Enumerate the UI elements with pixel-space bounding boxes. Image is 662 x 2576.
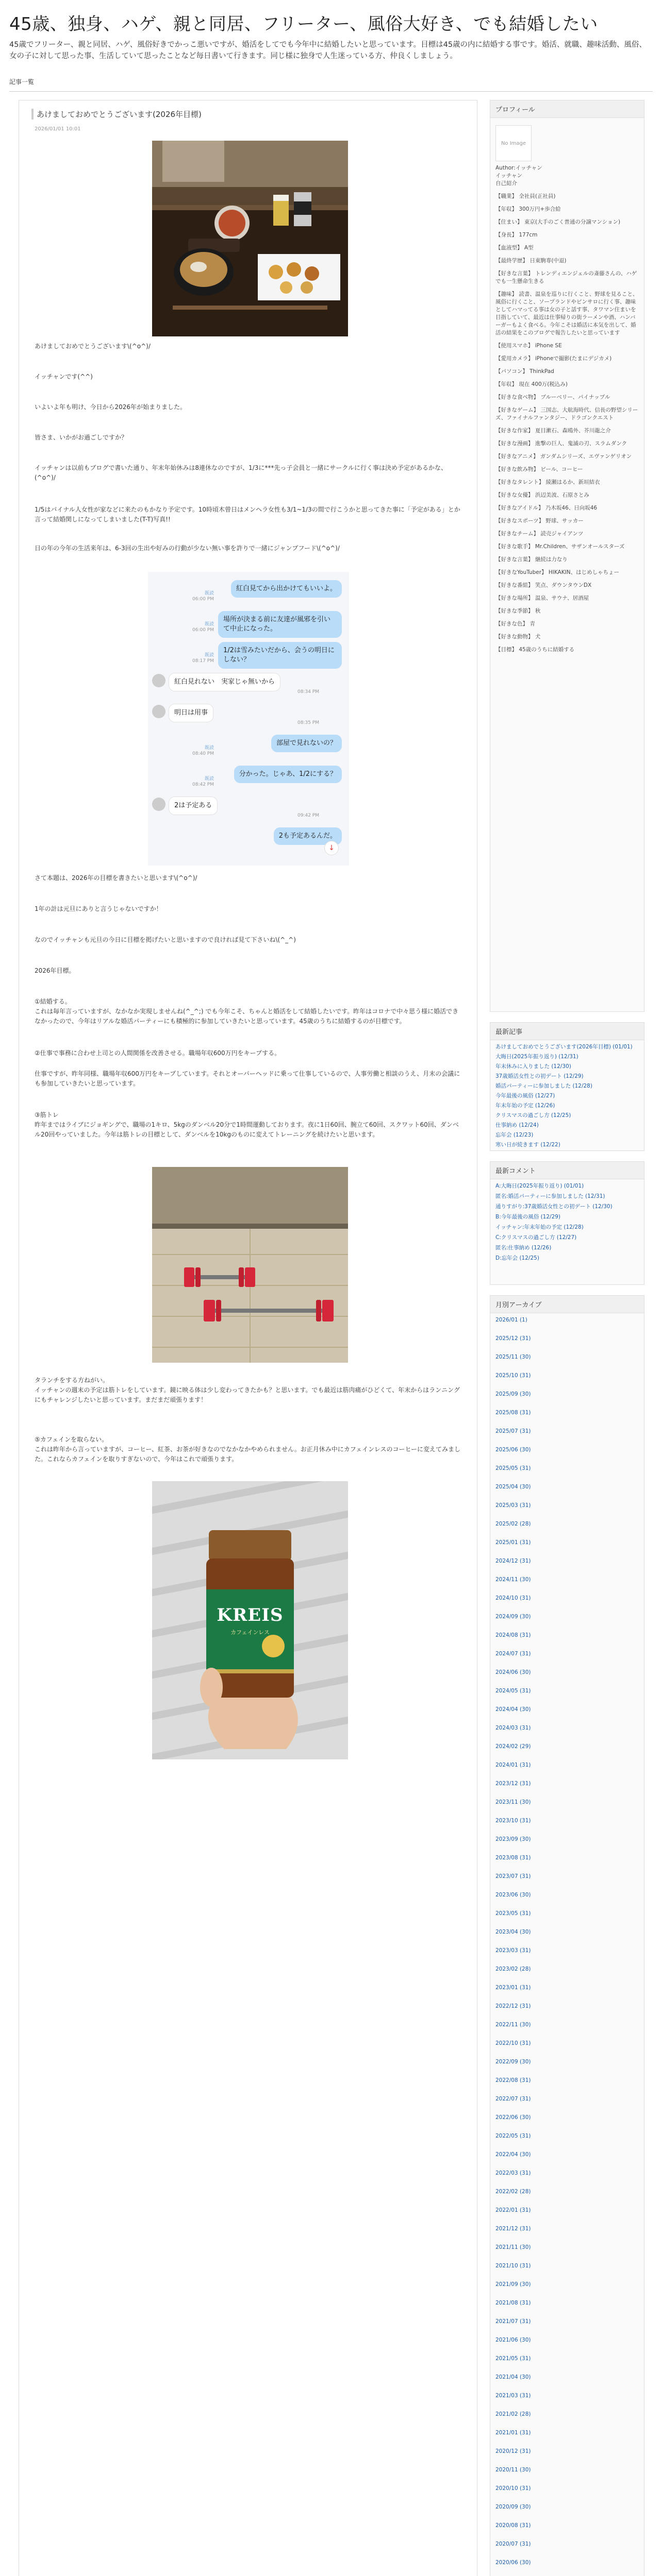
recent-comment-link[interactable]: B:今年最後の風俗 (12/29) bbox=[495, 1214, 561, 1220]
archive-link[interactable]: 2025/02 (28) bbox=[495, 1521, 531, 1527]
paragraph: 仕事ですが、昨年同様、職場年収600万円をキープしています。それとオーバーヘッドに乗って仕事しているので、人事労働と相談のうえ、月末の会議にも参加していきたいと思っています。 bbox=[35, 1070, 460, 1087]
archive-link[interactable]: 2021/06 (30) bbox=[495, 2337, 531, 2343]
archive-link[interactable]: 2023/07 (31) bbox=[495, 1873, 531, 1879]
archive-link[interactable]: 2022/01 (31) bbox=[495, 2207, 531, 2213]
paragraph: 2026年目標。 bbox=[35, 967, 75, 974]
archive-link[interactable]: 2025/09 (30) bbox=[495, 1391, 531, 1397]
profile-intro-line: 【好きな色】 青 bbox=[495, 621, 535, 627]
archive-link[interactable]: 2023/01 (31) bbox=[495, 1985, 531, 1991]
contact-avatar bbox=[152, 705, 166, 718]
profile-intro-line: 【好きなアイドル】 乃木坂46、日向坂46 bbox=[495, 505, 598, 511]
avatar-placeholder: No Image bbox=[495, 125, 532, 161]
archive-link[interactable]: 2022/12 (31) bbox=[495, 2003, 531, 2009]
archive-link[interactable]: 2020/06 (30) bbox=[495, 2560, 531, 2566]
recent-post-link[interactable]: 年末休みに入りました (12/30) bbox=[495, 1063, 571, 1070]
profile-author-label: Author:イッチャン bbox=[495, 165, 542, 171]
profile-intro-line: 【好きな場所】 温泉、サウナ、居酒屋 bbox=[495, 595, 589, 601]
entry-date: 2026/01/01 10:01 bbox=[35, 126, 81, 132]
archives-title: 月別アーカイブ bbox=[490, 1296, 644, 1313]
recent-comment-link[interactable]: A:大晦日(2025年振り返り) (01/01) bbox=[495, 1183, 584, 1189]
profile-intro-line: 【好きな動物】 犬 bbox=[495, 634, 541, 640]
archive-link[interactable]: 2023/12 (31) bbox=[495, 1781, 531, 1787]
line-chat-screenshot bbox=[148, 572, 349, 866]
coffee-sub-label: カフェインレス bbox=[230, 1629, 270, 1636]
contact-avatar bbox=[152, 798, 166, 811]
archive-link[interactable]: 2023/10 (31) bbox=[495, 1818, 531, 1824]
recent-post-link[interactable]: 忘年会 (12/23) bbox=[495, 1132, 534, 1138]
new-year-food-illustration bbox=[152, 141, 348, 336]
recent-post-link[interactable]: 仕事納め (12/24) bbox=[495, 1122, 539, 1128]
archive-link[interactable]: 2023/11 (30) bbox=[495, 1799, 531, 1805]
archive-link[interactable]: 2023/05 (31) bbox=[495, 1910, 531, 1917]
archive-link[interactable]: 2025/03 (31) bbox=[495, 1502, 531, 1509]
archive-link[interactable]: 2023/02 (28) bbox=[495, 1966, 531, 1972]
archive-link[interactable]: 2020/12 (31) bbox=[495, 2448, 531, 2454]
profile-intro-line: 【好きな女優】 浜辺美波、石原さとみ bbox=[495, 492, 589, 498]
paragraph: ①結婚する。 これは毎年言っていますが、なかなか実現しませんね(^_^;) でも今年こそ、ちゃんと婚活をして結婚したいです。昨年はコロナで中々思う様に婚活できなかったので、今年はリアルな婚活パーティーにも積極的に参加していきたいと思っています。45歳のうちに結婚するのが目標です。 bbox=[35, 998, 459, 1025]
sent-bubble: 2も予定あるんだ。 bbox=[274, 827, 342, 845]
profile-intro-line: 【好きなアニメ】 ガンダムシリーズ、エヴァンゲリオン bbox=[495, 453, 632, 460]
profile-intro-line: 【最終学歴】 日東駒専(中退) bbox=[495, 258, 567, 264]
chat-message bbox=[148, 671, 349, 700]
archive-link[interactable]: 2024/06 (30) bbox=[495, 1669, 531, 1675]
recent-comment-link[interactable]: D:忘年会 (12/25) bbox=[495, 1255, 539, 1261]
archive-link[interactable]: 2025/11 (30) bbox=[495, 1354, 531, 1360]
paragraph: 1年の計は元旦にありと言うじゃないですか！ bbox=[35, 905, 162, 912]
recent-comment-link[interactable]: 匿名:婚活パーティーに参加しました (12/31) bbox=[495, 1193, 605, 1199]
archive-link[interactable]: 2020/07 (31) bbox=[495, 2541, 531, 2547]
chat-timestamp: 08:34 PM bbox=[297, 689, 319, 694]
main-column bbox=[19, 100, 477, 2576]
archive-link[interactable]: 2024/01 (31) bbox=[495, 1762, 531, 1768]
archive-link[interactable]: 2021/10 (31) bbox=[495, 2263, 531, 2269]
profile-widget bbox=[490, 100, 644, 1012]
profile-intro-line: 【好きな番組】 笑点、ダウンタウンDX bbox=[495, 582, 592, 588]
paragraph: ③筋トレ 昨年まではライブにジョギングで、職場の1キロ、5kgのダンベル20分で1時間運動しております。夜に1日60回、腕立て60回、スクワット60回、ダンベル20回やっていました。今年は筋トレの目標として、ダンベルを10kgのものに変えてトレーニングを続けたいと思います。 bbox=[35, 1111, 459, 1138]
profile-intro-line: 【血液型】 A型 bbox=[495, 245, 534, 251]
profile-intro-line: 【好きなYouTuber】 HIKAKIN、はじめしゃちょー bbox=[495, 569, 620, 575]
paragraph: ⑤カフェインを取らない。 これは昨年から言っていますが、コーヒー、紅茶、お茶が好きなのでなかなかやめられません。お正月休み中にカフェインレスのコーヒーに変えてみました。これならカフェインを取りすぎないので、今年はこれで頑張ります。 bbox=[35, 1436, 461, 1463]
archive-link[interactable]: 2024/10 (31) bbox=[495, 1595, 531, 1601]
sent-bubble: 1/2は雪みたいだから、会うの明日にしない？ bbox=[218, 642, 342, 669]
coffee-brand-label: KREIS bbox=[217, 1605, 284, 1625]
archive-link[interactable]: 2024/04 (30) bbox=[495, 1706, 531, 1713]
paragraph: あけましておめでとうございます\(^o^)/ bbox=[35, 343, 151, 350]
profile-intro-line: 【パソコン】 ThinkPad bbox=[495, 368, 554, 375]
archive-link[interactable]: 2025/07 (31) bbox=[495, 1428, 531, 1434]
profile-intro-line: 【愛用カメラ】 iPhoneで撮影(たまにデジカメ) bbox=[495, 355, 612, 362]
paragraph: イッチャンは以前もブログで書いた通り、年末年始休みは8連休なのですが、1/3に***先っ子会員と一緒にサークルに行く事は決め予定があるかな、(^o^)/ bbox=[35, 464, 447, 481]
paragraph: さて本題は、2026年の目標を書きたいと思います\(^o^)/ bbox=[35, 874, 197, 882]
recent-post-link[interactable]: クリスマスの過ごし方 (12/25) bbox=[495, 1112, 571, 1118]
profile-intro-line: 【好きなチーム】 読売ジャイアンツ bbox=[495, 531, 584, 537]
archive-link[interactable]: 2022/03 (31) bbox=[495, 2170, 531, 2176]
archive-link[interactable]: 2023/08 (31) bbox=[495, 1855, 531, 1861]
archive-link[interactable]: 2020/09 (30) bbox=[495, 2504, 531, 2510]
profile-intro-line: 【好きな歌手】 Mr.Children、サザンオールスターズ bbox=[495, 544, 625, 550]
read-receipt: 既読 bbox=[204, 591, 214, 596]
archive-link[interactable]: 2022/05 (31) bbox=[495, 2133, 531, 2139]
profile-intro-line: 【年収】 300万円+歩合給 bbox=[495, 206, 561, 212]
chat-message bbox=[148, 609, 349, 638]
chat-timestamp: 08:42 PM bbox=[192, 782, 214, 787]
profile-intro-line: 【好きなタレント】 綾瀬はるか、新垣結衣 bbox=[495, 479, 600, 485]
blog-title[interactable]: 45歳、独身、ハゲ、親と同居、フリーター、風俗大好き、でも結婚したい bbox=[9, 14, 598, 35]
recent-comments-widget bbox=[490, 1161, 644, 1285]
received-bubble: 2は予定ある bbox=[169, 796, 218, 815]
profile-intro-line: 【好きな言葉】 継続は力なり bbox=[495, 556, 568, 563]
paragraph: いよいよ年も明け、今日から2026年が始まりました。 bbox=[35, 403, 187, 411]
sent-bubble: 紅白見てから出かけてもいいよ。 bbox=[231, 580, 342, 598]
recent-posts-title: 最新記事 bbox=[490, 1023, 644, 1040]
chat-timestamp: 06:00 PM bbox=[192, 628, 214, 633]
archive-link[interactable]: 2024/11 (30) bbox=[495, 1577, 531, 1583]
chat-message bbox=[148, 702, 349, 731]
profile-intro-line: 【年収】 現在 400万(税込み) bbox=[495, 381, 568, 387]
recent-post-link[interactable]: あけましておめでとうございます(2026年目標) (01/01) bbox=[495, 1044, 633, 1050]
profile-author-name: イッチャン bbox=[495, 173, 522, 179]
paragraph: 日の年の今年の生活来年は、6-3回の生出や好みの行動が少ない無い事を許りで一緒にジャンプフード\(^o^)/ bbox=[35, 545, 340, 552]
read-receipt: 既読 bbox=[204, 622, 214, 627]
chat-message bbox=[148, 764, 349, 792]
recent-post-link[interactable]: 大晦日(2025年振り返り) (12/31) bbox=[495, 1054, 578, 1060]
archive-link[interactable]: 2021/04 (30) bbox=[495, 2374, 531, 2380]
chat-timestamp: 08:40 PM bbox=[192, 751, 214, 756]
read-receipt: 既読 bbox=[204, 745, 214, 751]
recent-comment-link[interactable]: 匿名:仕事納め (12/26) bbox=[495, 1245, 552, 1251]
archive-link[interactable]: 2024/05 (31) bbox=[495, 1688, 531, 1694]
profile-intro-line: 【好きな飲み物】 ビール、コーヒー bbox=[495, 466, 583, 472]
archive-link[interactable]: 2021/02 (28) bbox=[495, 2411, 531, 2417]
archive-link[interactable]: 2026/01 (1) bbox=[495, 1317, 527, 1323]
paragraph: なのでイッチャンも元旦の今日に目標を掲げたいと思いますので良ければ見て下さいね\(^_^) bbox=[35, 936, 296, 943]
paragraph: 皆さま、いかがお過ごしですか？ bbox=[35, 434, 128, 441]
recent-post-link[interactable]: 年末年始の予定 (12/26) bbox=[495, 1103, 555, 1109]
profile-intro-line: 【身長】 177cm bbox=[495, 232, 538, 238]
archive-link[interactable]: 2023/06 (30) bbox=[495, 1892, 531, 1898]
profile-intro-line: 【好きな言葉】 トレンディエンジェルの斎藤さんの、ハゲでも一生懸命生きる bbox=[495, 270, 637, 284]
chat-message bbox=[148, 733, 349, 761]
page-wrapper bbox=[0, 92, 662, 2576]
paragraph: タランチをする方ねがい。 イッチャンの週末の予定は筋トレをしています。鏡に映る体は少し変わってきたかも？と思います。でも最近は筋肉痛がひどくて、年末からはランニングにもチャレンジしたいと思っています。まだまだ頑張ります！ bbox=[35, 1377, 460, 1403]
archive-link[interactable]: 2021/11 (30) bbox=[495, 2244, 531, 2250]
sent-bubble: 部屋で見れないの？ bbox=[271, 735, 342, 752]
archives-widget bbox=[490, 1295, 644, 2576]
archive-link[interactable]: 2021/03 (31) bbox=[495, 2393, 531, 2399]
archive-link[interactable]: 2025/08 (31) bbox=[495, 1410, 531, 1416]
recent-post-link[interactable]: 37歳婚活女性との初デート (12/29) bbox=[495, 1073, 584, 1079]
archive-link[interactable]: 2022/07 (31) bbox=[495, 2096, 531, 2102]
profile-title: プロフィール bbox=[490, 100, 644, 118]
archive-link[interactable]: 2024/02 (29) bbox=[495, 1743, 531, 1750]
nav-bar bbox=[9, 73, 653, 92]
archive-link[interactable]: 2020/10 (31) bbox=[495, 2485, 531, 2492]
recent-comments-title: 最新コメント bbox=[490, 1162, 644, 1179]
recent-post-link[interactable]: 婚活パーティーに参加しました (12/28) bbox=[495, 1083, 592, 1089]
dumbbells-photo bbox=[152, 1167, 348, 1363]
archive-link[interactable]: 2022/02 (28) bbox=[495, 2189, 531, 2195]
paragraph: 1/5はパイナル人女性が家などに来たのもかなり予定です。10時頃木曾日はメンヘラ女性も3/1~1/3の間で行こうかと思ってきた事に「予定がある」とか言って結婚関しになってしまいました(T-T)写真!! bbox=[35, 506, 460, 523]
chat-message bbox=[148, 794, 349, 823]
archive-link[interactable]: 2021/08 (31) bbox=[495, 2300, 531, 2306]
archive-link[interactable]: 2025/10 (31) bbox=[495, 1372, 531, 1379]
archive-link[interactable]: 2021/07 (31) bbox=[495, 2318, 531, 2325]
recent-post-link[interactable]: 寒い日が続きます (12/22) bbox=[495, 1142, 560, 1148]
sent-bubble: 分かった。じゃあ、1/2にする？ bbox=[234, 766, 342, 783]
archive-link[interactable]: 2024/09 (30) bbox=[495, 1614, 531, 1620]
profile-intro-line: 【好きな食べ物】 ブルーベリー、パイナップル bbox=[495, 394, 610, 400]
read-receipt: 既読 bbox=[204, 776, 214, 782]
paragraph: ②仕事で事務に合わせ上司との人間関係を改善させる。職場年収600万円をキープする。 bbox=[35, 1049, 281, 1057]
recent-comment-link[interactable]: 通りすがり:37歳婚活女性との初デート (12/30) bbox=[495, 1204, 613, 1210]
recent-posts-widget bbox=[490, 1022, 644, 1151]
chat-timestamp: 09:42 PM bbox=[297, 813, 319, 818]
blog-header bbox=[0, 0, 662, 69]
article-list-link[interactable]: 記事一覧 bbox=[9, 78, 35, 86]
profile-intro bbox=[490, 180, 644, 654]
paragraph: イッチャンです(^^) bbox=[35, 373, 93, 380]
archive-link[interactable]: 2022/11 (30) bbox=[495, 2022, 531, 2028]
archive-link[interactable]: 2021/09 (30) bbox=[495, 2281, 531, 2287]
archive-link[interactable]: 2025/01 (31) bbox=[495, 1539, 531, 1546]
profile-intro-line: 【好きな漫画】 進撃の巨人、鬼滅の刃、スラムダンク bbox=[495, 440, 627, 447]
archive-link[interactable]: 2023/03 (31) bbox=[495, 1947, 531, 1954]
chat-message bbox=[148, 640, 349, 669]
profile-intro-line: 【好きなスポーツ】 野球、サッカー bbox=[495, 518, 584, 524]
archives-list bbox=[490, 1313, 644, 2576]
decaf-coffee-photo bbox=[152, 1481, 348, 1759]
archive-link[interactable]: 2024/08 (31) bbox=[495, 1632, 531, 1638]
new-year-food-photo bbox=[152, 141, 348, 336]
received-bubble: 紅白見れない 実家じゃ無いから bbox=[169, 673, 280, 691]
recent-comments-list bbox=[490, 1179, 644, 1262]
profile-intro-line: 【好きな作家】 夏目漱石、森鴎外、芥川龍之介 bbox=[495, 428, 611, 434]
recent-comment-link[interactable]: イッチャン:年末年始の予定 (12/28) bbox=[495, 1224, 584, 1230]
archive-link[interactable]: 2021/05 (31) bbox=[495, 2355, 531, 2362]
archive-link[interactable]: 2025/05 (31) bbox=[495, 1465, 531, 1471]
entry-title[interactable]: あけましておめでとうございます(2026年目標) bbox=[31, 109, 465, 120]
archive-link[interactable]: 2022/08 (31) bbox=[495, 2077, 531, 2083]
recent-comment-link[interactable]: C:クリスマスの過ごし方 (12/27) bbox=[495, 1234, 577, 1241]
archive-link[interactable]: 2024/07 (31) bbox=[495, 1651, 531, 1657]
archive-link[interactable]: 2024/03 (31) bbox=[495, 1725, 531, 1731]
scroll-down-icon[interactable]: ↓ bbox=[324, 841, 339, 855]
archive-link[interactable]: 2022/04 (30) bbox=[495, 2151, 531, 2158]
archive-link[interactable]: 2025/12 (31) bbox=[495, 1335, 531, 1342]
profile-intro-line: 【使用スマホ】 iPhone SE bbox=[495, 343, 562, 349]
chat-timestamp: 06:00 PM bbox=[192, 597, 214, 602]
archive-link[interactable]: 2023/04 (30) bbox=[495, 1929, 531, 1935]
archive-link[interactable]: 2025/04 (30) bbox=[495, 1484, 531, 1490]
archive-link[interactable]: 2020/08 (31) bbox=[495, 2522, 531, 2529]
read-receipt: 既読 bbox=[204, 653, 214, 658]
profile-intro-line: 【好きなゲーム】 三国志、大航海時代、信長の野望シリーズ、ファイナルファンタジー、ドラゴンクエスト bbox=[495, 407, 638, 421]
profile-intro-line: 【職業】 全社員(正社員) bbox=[495, 193, 556, 199]
archive-link[interactable]: 2024/12 (31) bbox=[495, 1558, 531, 1564]
recent-posts-list bbox=[490, 1040, 644, 1149]
chat-message bbox=[148, 825, 349, 854]
archive-link[interactable]: 2021/12 (31) bbox=[495, 2226, 531, 2232]
chat-area bbox=[148, 572, 349, 866]
received-bubble: 明日は用事 bbox=[169, 704, 213, 722]
chat-timestamp: 08:35 PM bbox=[297, 720, 319, 725]
archive-link[interactable]: 2022/10 (31) bbox=[495, 2040, 531, 2046]
dumbbells-illustration bbox=[152, 1167, 348, 1363]
chat-message bbox=[148, 578, 349, 607]
recent-post-link[interactable]: 今年最後の風俗 (12/27) bbox=[495, 1093, 555, 1099]
profile-intro-line: 自己紹介 bbox=[495, 180, 517, 187]
profile-intro-line: 【好きな季節】 秋 bbox=[495, 608, 541, 614]
contact-avatar bbox=[152, 674, 166, 687]
archive-link[interactable]: 2022/06 (30) bbox=[495, 2114, 531, 2121]
profile-intro-line: 【目標】 45歳のうちに結婚する bbox=[495, 647, 575, 653]
profile-intro-line: 【趣味】 読書、温泉を巡りに行くこと、野球を見ること、風俗に行くこと、ソープランドやピンサロに行く事、趣味としてハマってる事は女の子と話す事、タワマン住まいを目指していて、最近は仕事帰りの街ラーメンや酒、ハンバーガーもよく食べる。今年こそは婚活に本気を出して、婚活の結果をこのブログで報告したいと思っています bbox=[495, 291, 638, 336]
archive-link[interactable]: 2025/06 (30) bbox=[495, 1447, 531, 1453]
archive-link[interactable]: 2023/09 (30) bbox=[495, 1836, 531, 1842]
archive-link[interactable]: 2022/09 (30) bbox=[495, 2059, 531, 2065]
profile-intro-line: 【住まい】 東京(大手のごく普通の分譲マンション) bbox=[495, 219, 621, 225]
archive-link[interactable]: 2021/01 (31) bbox=[495, 2430, 531, 2436]
sent-bubble: 場所が決まる前に友達が風邪を引いて中止になった。 bbox=[218, 611, 342, 638]
archive-link[interactable]: 2020/11 (30) bbox=[495, 2467, 531, 2473]
chat-timestamp: 08:17 PM bbox=[192, 658, 214, 664]
blog-description: 45歳でフリーター、親と同居、ハゲ、風俗好きでかっこ悪いですが、婚活をしてでも今年中に結婚したいと思っています。目標は45歳の内に結婚する事です。婚活、就職、趣味活動、風俗、女の子に対して思った事、生活していて思ったことなど毎日書いて行きます。同じ様に独身で人生迷っている方、仲良くしましょう。 bbox=[9, 41, 647, 60]
